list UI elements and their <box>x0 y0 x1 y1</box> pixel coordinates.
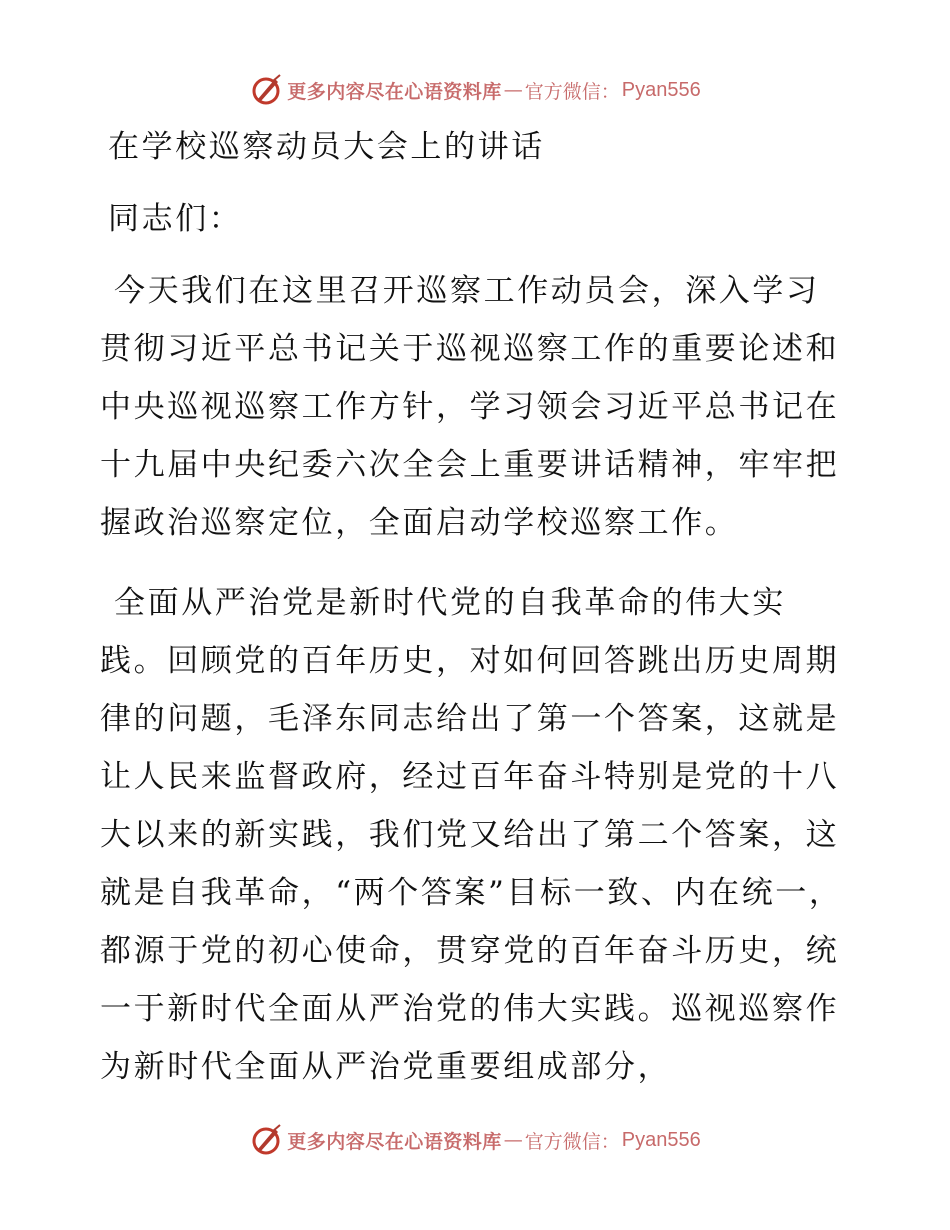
header-watermark-banner <box>0 72 950 108</box>
footer-watermark-banner <box>0 1122 950 1158</box>
banner-separator: — <box>503 79 523 101</box>
banner-wechat-id: Pyan556 <box>621 78 701 101</box>
quill-logo-icon <box>249 1123 283 1157</box>
banner-wechat-label: 官方微信： <box>524 1130 620 1153</box>
document-title: 在学校巡察动员大会上的讲话 <box>108 129 545 165</box>
banner-wechat-label: 官方微信： <box>524 80 620 103</box>
quill-logo-icon <box>249 73 283 107</box>
banner-separator: — <box>503 1129 523 1151</box>
paragraph-2: 全面从严治党是新时代党的自我革命的伟大实践。回顾党的百年历史，对如何回答跳出历史周期律的问题，毛泽东同志给出了第一个答案，这就是让人民来监督政府，经过百年奋斗特别是党的十八大以来的新实践，我们党又给出了第二个答案，这就是自我革命，“两个答案”目标一致、内在统一，都源于党的初心使命，贯穿党的百年奋斗历史，统一于新时代全面从严治党的伟大实践。巡视巡察作为新时代全面从严治党重要组成部分， <box>100 585 843 1085</box>
banner-text: 更多内容尽在心语资料库 <box>287 1130 502 1153</box>
document-greeting: 同志们： <box>108 201 243 237</box>
banner-text: 更多内容尽在心语资料库 <box>287 80 502 103</box>
document-body <box>100 118 852 1096</box>
paragraph-1: 今天我们在这里召开巡察工作动员会，深入学习贯彻习近平总书记关于巡视巡察工作的重要论述和中央巡视巡察工作方针，学习领会习近平总书记在十九届中央纪委六次全会上重要讲话精神，牢牢把握政治巡察定位，全面启动学校巡察工作。 <box>100 273 840 541</box>
banner-wechat-id: Pyan556 <box>621 1128 701 1151</box>
